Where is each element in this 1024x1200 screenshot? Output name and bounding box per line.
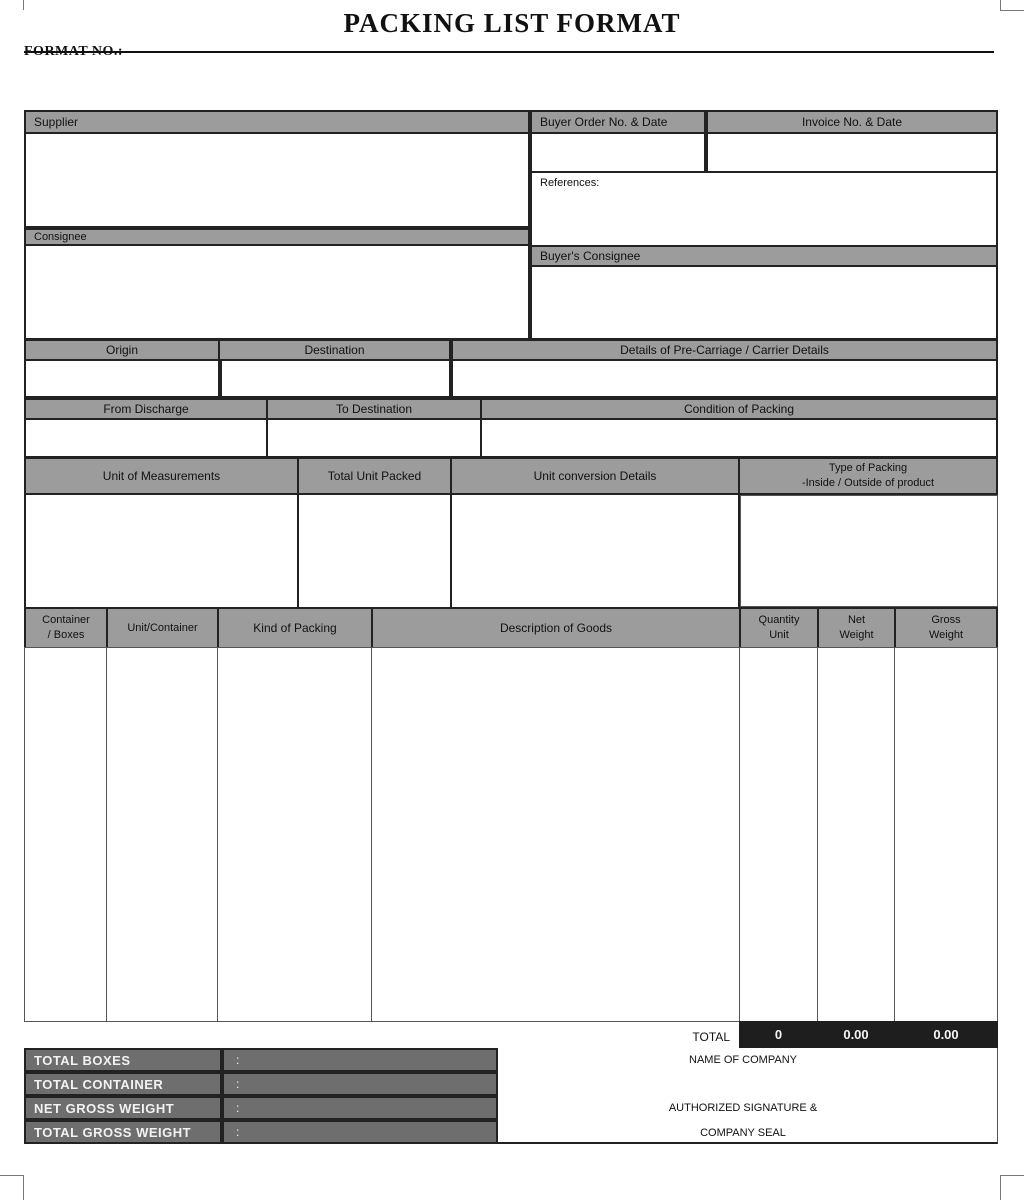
- summary-colon: :: [236, 1101, 240, 1115]
- to-destination-field[interactable]: [266, 418, 482, 458]
- summary-colon: :: [236, 1053, 240, 1067]
- condition-label: Condition of Packing: [683, 402, 795, 416]
- quantity-column[interactable]: [739, 647, 818, 1022]
- buyer-order-header: [530, 110, 706, 134]
- description-header: [371, 607, 741, 649]
- total-packed-label: Total Unit Packed: [327, 469, 422, 483]
- format-number-label: FORMAT NO.:: [24, 44, 124, 59]
- origin-header: [24, 339, 220, 361]
- header-line: Net: [847, 614, 866, 626]
- summary-label-total-gross-weight: [24, 1120, 222, 1144]
- total-quantity: 0: [739, 1021, 818, 1048]
- crop-mark: [1000, 1175, 1001, 1200]
- unit-container-column[interactable]: [106, 647, 218, 1022]
- supplier-field[interactable]: [24, 132, 530, 228]
- buyers-consignee-field[interactable]: [530, 265, 998, 340]
- header-line: Container: [42, 614, 90, 626]
- supplier-header: [24, 110, 530, 134]
- invoice-header: [706, 110, 998, 134]
- invoice-label: Invoice No. & Date: [801, 115, 903, 129]
- summary-colon: :: [236, 1125, 240, 1139]
- conversion-label: Unit conversion Details: [533, 469, 657, 483]
- description-column[interactable]: [371, 647, 740, 1022]
- destination-label: Destination: [304, 343, 365, 357]
- signature-label: AUTHORIZED SIGNATURE &: [668, 1102, 818, 1114]
- summary-label-text: NET GROSS WEIGHT: [34, 1100, 175, 1116]
- quantity-header: [739, 607, 819, 649]
- header-line: Weight: [839, 629, 874, 641]
- gross-weight-header: [894, 607, 998, 649]
- from-discharge-field[interactable]: [24, 418, 268, 458]
- summary-value-total-boxes[interactable]: [222, 1048, 498, 1072]
- carrier-field[interactable]: [451, 359, 998, 398]
- header-line: Weight: [928, 629, 964, 641]
- summary-label-total-boxes: [24, 1048, 222, 1072]
- header-line: Description of Goods: [499, 621, 613, 635]
- references-label: References:: [540, 177, 600, 189]
- summary-label-text: TOTAL BOXES: [34, 1052, 131, 1068]
- kind-packing-column[interactable]: [217, 647, 372, 1022]
- kind-packing-header: [217, 607, 373, 649]
- unit-container-header: [106, 607, 219, 649]
- summary-colon: :: [236, 1077, 240, 1091]
- header-line: Kind of Packing: [253, 621, 337, 635]
- supplier-label: Supplier: [34, 115, 79, 129]
- to-destination-label: To Destination: [335, 402, 413, 416]
- consignee-label: Consignee: [34, 231, 87, 243]
- crop-mark: [23, 1175, 24, 1200]
- company-name-label: NAME OF COMPANY: [689, 1054, 797, 1066]
- total-net-weight: 0.00: [817, 1021, 895, 1048]
- measurements-label: Unit of Measurements: [102, 469, 221, 483]
- measurements-header: [24, 457, 299, 495]
- type-packing-sublabel: -Inside / Outside of product: [801, 477, 935, 489]
- origin-label: Origin: [105, 343, 138, 357]
- buyers-consignee-label: Buyer's Consignee: [540, 249, 641, 263]
- seal-label: COMPANY SEAL: [700, 1127, 786, 1139]
- summary-value-total-container[interactable]: [222, 1072, 498, 1096]
- buyer-order-field[interactable]: [530, 132, 706, 173]
- type-packing-field[interactable]: [740, 495, 998, 607]
- condition-field[interactable]: [480, 418, 998, 458]
- carrier-header: [451, 339, 998, 361]
- carrier-label: Details of Pre-Carriage / Carrier Details: [620, 343, 829, 357]
- invoice-field[interactable]: [706, 132, 998, 173]
- from-discharge-header: [24, 398, 268, 420]
- references-field[interactable]: [530, 171, 998, 247]
- summary-value-total-gross-weight[interactable]: [222, 1120, 498, 1144]
- header-line: Unit: [769, 629, 789, 641]
- buyer-order-label: Buyer Order No. & Date: [540, 115, 668, 129]
- type-packing-label: Type of Packing: [828, 462, 908, 474]
- title-rule: [24, 51, 994, 53]
- summary-value-net-gross-weight[interactable]: [222, 1096, 498, 1120]
- net-weight-header: [817, 607, 896, 649]
- summary-label-total-container: [24, 1072, 222, 1096]
- header-line: / Boxes: [47, 629, 85, 641]
- total-packed-field[interactable]: [297, 493, 452, 609]
- signature-box[interactable]: [498, 1048, 998, 1144]
- destination-header: [218, 339, 451, 361]
- measurements-field[interactable]: [24, 493, 299, 609]
- buyers-consignee-header: [530, 245, 998, 267]
- conversion-header: [450, 457, 740, 495]
- page-title: PACKING LIST FORMAT: [343, 8, 681, 38]
- condition-header: [480, 398, 998, 420]
- summary-label-text: TOTAL GROSS WEIGHT: [34, 1124, 192, 1140]
- total-label: TOTAL: [692, 1030, 730, 1044]
- header-line: Unit/Container: [127, 621, 198, 634]
- type-packing-header: [738, 457, 998, 495]
- total-gross-weight: 0.00: [894, 1021, 998, 1048]
- crop-mark: [0, 1175, 24, 1176]
- summary-label-net-gross-weight: [24, 1096, 222, 1120]
- consignee-field[interactable]: [24, 244, 530, 340]
- to-destination-header: [266, 398, 482, 420]
- net-weight-column[interactable]: [817, 647, 895, 1022]
- destination-field[interactable]: [218, 359, 451, 398]
- from-discharge-label: From Discharge: [103, 402, 189, 416]
- header-line: Gross: [931, 614, 961, 626]
- total-packed-header: [297, 457, 452, 495]
- crop-mark: [1000, 1175, 1024, 1176]
- summary-label-text: TOTAL CONTAINER: [34, 1076, 164, 1092]
- conversion-field[interactable]: [450, 493, 740, 609]
- gross-weight-column[interactable]: [894, 647, 998, 1022]
- header-line: Quantity: [758, 614, 800, 626]
- container-boxes-header: [24, 607, 108, 649]
- origin-field[interactable]: [24, 359, 220, 398]
- container-boxes-column[interactable]: [24, 647, 107, 1022]
